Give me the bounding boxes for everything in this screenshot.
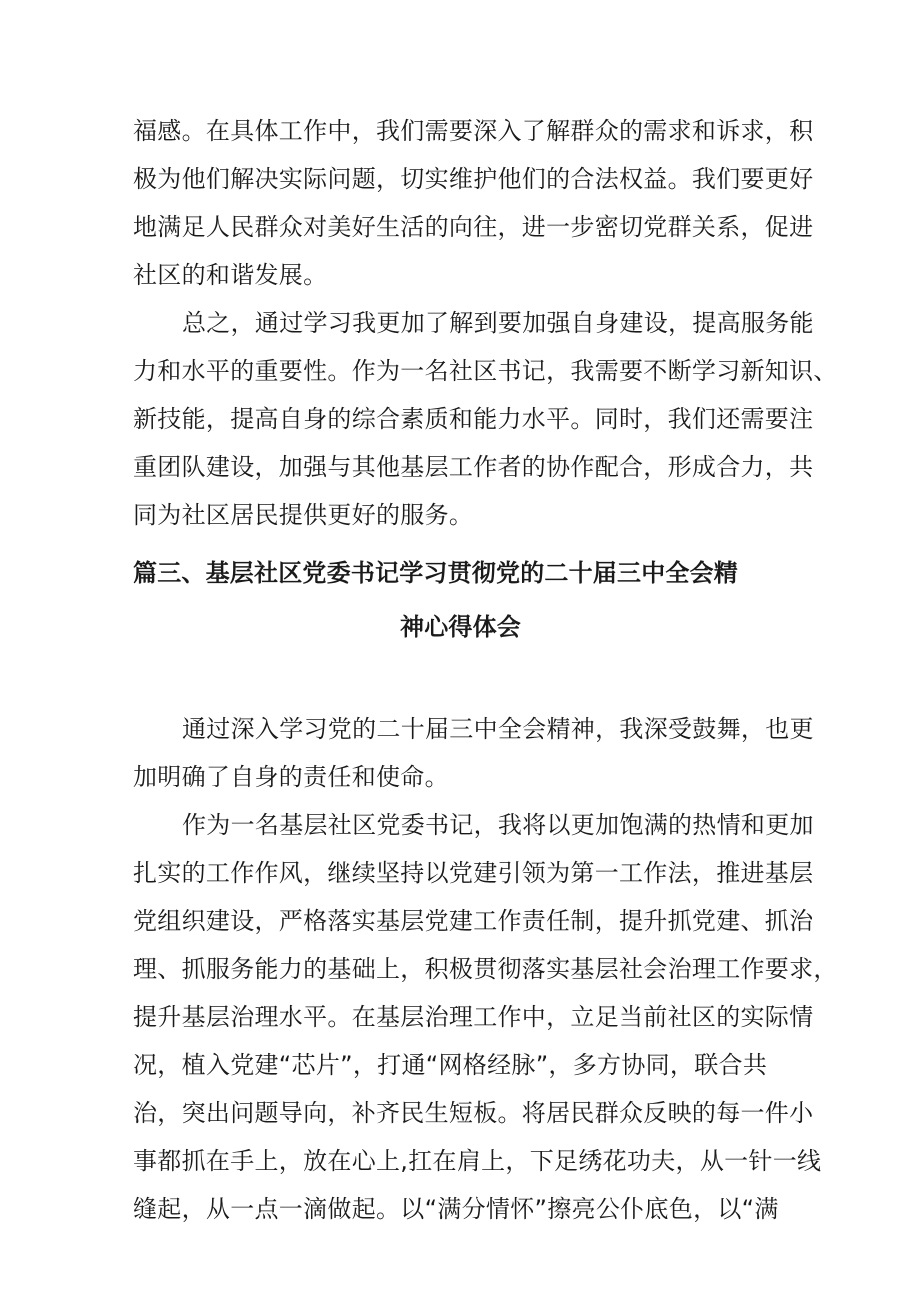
text-line: 加明确了自身的责任和使命。 <box>133 763 449 791</box>
text-line: 理、抓服务能力的基础上，积极贯彻落实基层社会治理工作要求， <box>133 955 838 983</box>
text-line: 党组织建设，严格落实基层党建工作责任制，提升抓党建、抓治 <box>133 907 814 935</box>
text-line: 重团队建设，加强与其他基层工作者的协作配合，形成合力，共 <box>133 453 814 481</box>
text-line: 同为社区居民提供更好的服务。 <box>133 501 474 529</box>
text-line: 况，植入党建“芯片”，打通“网格经脉”，多方协同，联合共 <box>133 1051 768 1079</box>
text-line: 福感。在具体工作中，我们需要深入了解群众的需求和诉求，积 <box>133 117 814 145</box>
text-line: 地满足人民群众对美好生活的向往，进一步密切党群关系，促进 <box>133 213 814 241</box>
text-line: 事都抓在手上，放在心上,扛在肩上，下足绣花功夫，从一针一线 <box>133 1147 822 1175</box>
text-line: 力和水平的重要性。作为一名社区书记，我需要不断学习新知识、 <box>133 357 838 385</box>
text-line: 极为他们解决实际问题，切实维护他们的合法权益。我们要更好 <box>133 165 814 193</box>
text-line: 治，突出问题导向，补齐民生短板。将居民群众反映的每一件小 <box>133 1099 814 1127</box>
text-line: 提升基层治理水平。在基层治理工作中，立足当前社区的实际情 <box>133 1003 814 1031</box>
text-line: 扎实的工作作风，继续坚持以党建引领为第一工作法，推进基层 <box>133 859 814 887</box>
text-line: 社区的和谐发展。 <box>133 261 328 289</box>
section-heading: 篇三、基层社区党委书记学习贯彻党的二十届三中全会精 <box>133 559 738 587</box>
text-line: 缝起，从一点一滴做起。以“满分情怀”擦亮公仆底色，以“满 <box>133 1195 779 1223</box>
text-line: 作为一名基层社区党委书记，我将以更加饱满的热情和更加 <box>182 811 814 839</box>
section-heading-continued: 神心得体会 <box>400 613 521 641</box>
text-line: 总之，通过学习我更加了解到要加强自身建设，提高服务能 <box>182 309 814 337</box>
text-line: 通过深入学习党的二十届三中全会精神，我深受鼓舞，也更 <box>182 715 814 743</box>
text-line: 新技能，提高自身的综合素质和能力水平。同时，我们还需要注 <box>133 405 814 433</box>
